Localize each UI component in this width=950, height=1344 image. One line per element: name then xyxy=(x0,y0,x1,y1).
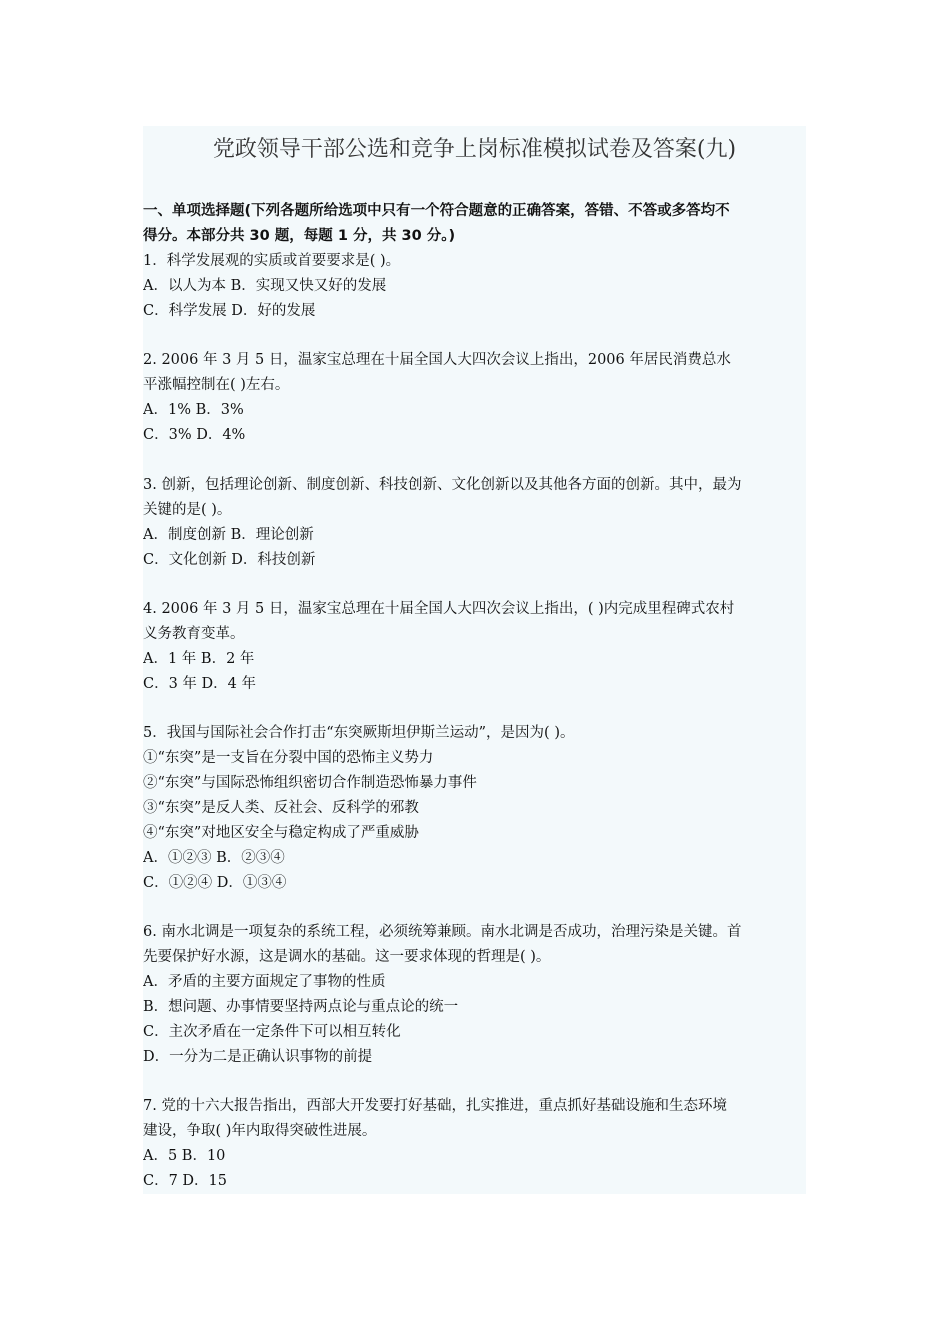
question-6 xyxy=(143,920,806,1070)
question-line: A．矛盾的主要方面规定了事物的性质 xyxy=(143,974,386,990)
question-1 xyxy=(143,249,806,324)
question-line: 先要保护好水源，这是调水的基础。这一要求体现的哲理是( )。 xyxy=(143,949,551,965)
question-line: A．以人为本 B．实现又快又好的发展 xyxy=(143,278,387,294)
question-line: 6. 南水北调是一项复杂的系统工程，必须统筹兼顾。南水北调是否成功，治理污染是关键。首 xyxy=(143,924,742,940)
question-line: C．①②④ D．①③④ xyxy=(143,875,287,891)
question-line: ③“东突”是反人类、反社会、反科学的邪教 xyxy=(143,800,419,816)
question-line: 2. 2006 年 3 月 5 日，温家宝总理在十届全国人大四次会议上指出，2006 年居民消费总水 xyxy=(143,352,731,368)
question-3 xyxy=(143,473,806,573)
question-line: 关键的是( )。 xyxy=(143,502,232,518)
question-line: 平涨幅控制在( )左右。 xyxy=(143,377,290,393)
section-heading-line: 得分。本部分共 30 题，每题 1 分，共 30 分。) xyxy=(143,228,456,244)
question-line: A．1 年 B．2 年 xyxy=(143,651,255,667)
question-5 xyxy=(143,721,806,896)
question-line: 5．我国与国际社会合作打击“东突厥斯坦伊斯兰运动”，是因为( )。 xyxy=(143,725,575,741)
question-line: C．主次矛盾在一定条件下可以相互转化 xyxy=(143,1024,401,1040)
question-2 xyxy=(143,348,806,448)
document-page xyxy=(143,126,806,1194)
question-line: A．①②③ B．②③④ xyxy=(143,850,285,866)
question-line: A．5 B．10 xyxy=(143,1148,226,1164)
question-line: 3. 创新，包括理论创新、制度创新、科技创新、文化创新以及其他各方面的创新。其中，最为 xyxy=(143,477,742,493)
question-line: C．科学发展 D．好的发展 xyxy=(143,303,316,319)
question-line: C．文化创新 D．科技创新 xyxy=(143,552,316,568)
question-7 xyxy=(143,1094,806,1194)
document-title: 党政领导干部公选和竞争上岗标准模拟试卷及答案(九) xyxy=(212,137,737,162)
question-line: 1．科学发展观的实质或首要要求是( )。 xyxy=(143,253,401,269)
question-line: D．一分为二是正确认识事物的前提 xyxy=(143,1049,373,1065)
question-line: B．想问题、办事情要坚持两点论与重点论的统一 xyxy=(143,999,459,1015)
question-line: 7. 党的十六大报告指出，西部大开发要打好基础，扎实推进，重点抓好基础设施和生态环境 xyxy=(143,1098,727,1114)
question-line: C．7 D．15 xyxy=(143,1173,228,1189)
section-heading-line: 一、单项选择题(下列各题所给选项中只有一个符合题意的正确答案，答错、不答或多答均不 xyxy=(143,203,730,219)
question-line: A．1% B．3% xyxy=(143,402,244,418)
question-line: ①“东突”是一支旨在分裂中国的恐怖主义势力 xyxy=(143,750,434,766)
question-line: ④“东突”对地区安全与稳定构成了严重威胁 xyxy=(143,825,419,841)
question-line: 建设，争取( )年内取得突破性进展。 xyxy=(143,1123,377,1139)
question-line: 4. 2006 年 3 月 5 日，温家宝总理在十届全国人大四次会议上指出，( )内完成里程碑式农村 xyxy=(143,601,735,617)
question-line: C．3 年 D．4 年 xyxy=(143,676,256,692)
section-heading xyxy=(143,199,806,249)
question-line: C．3% D．4% xyxy=(143,427,246,443)
question-4 xyxy=(143,597,806,697)
question-line: A．制度创新 B．理论创新 xyxy=(143,527,314,543)
question-line: 义务教育变革。 xyxy=(143,626,245,642)
question-line: ②“东突”与国际恐怖组织密切合作制造恐怖暴力事件 xyxy=(143,775,477,791)
